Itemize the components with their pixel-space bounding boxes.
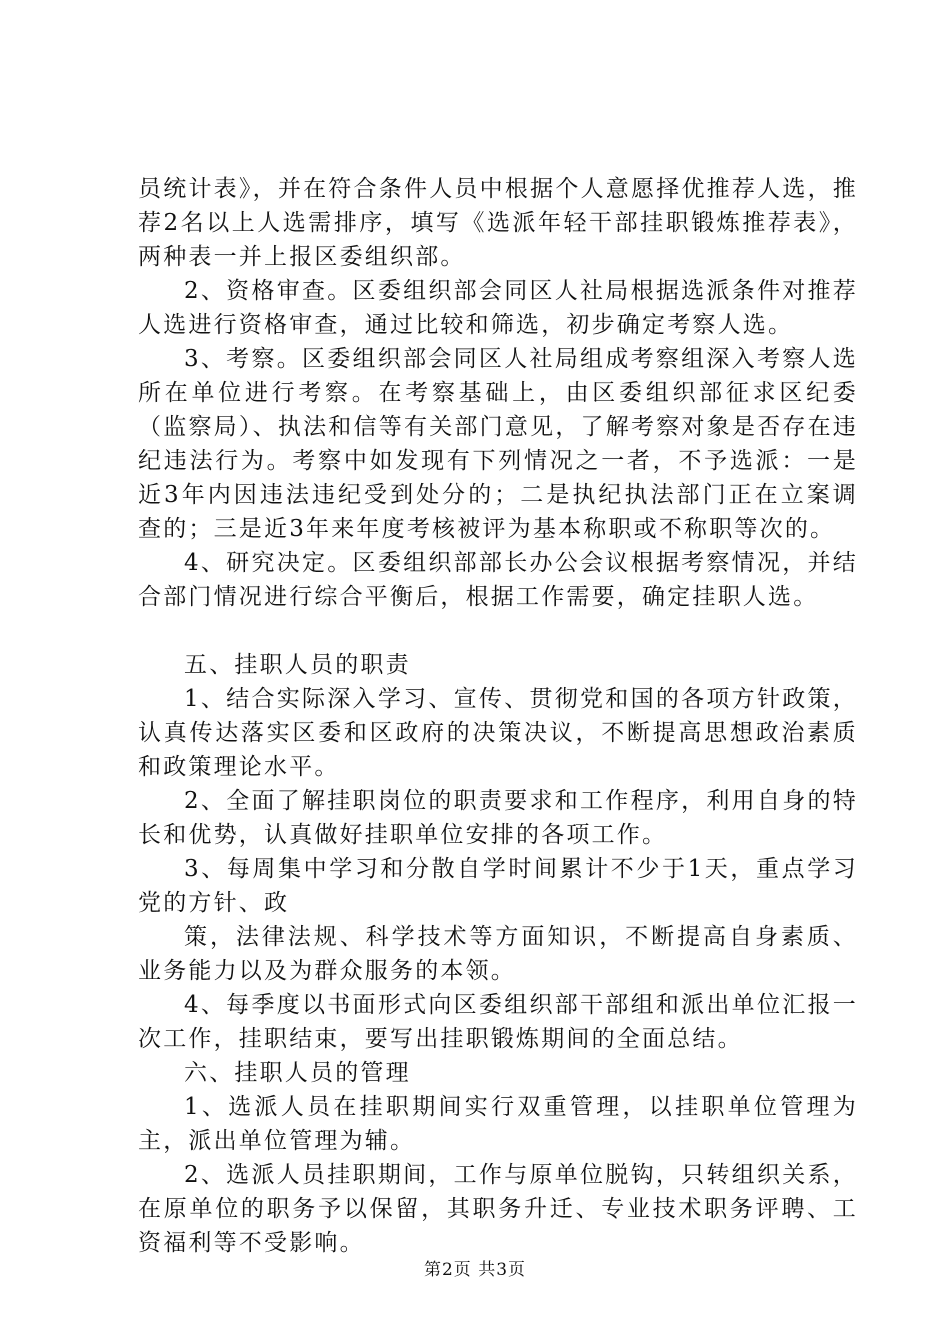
page-footer: 第2页 共3页 — [423, 1260, 527, 1280]
section-heading-duties: 五、挂职人员的职责 — [184, 652, 411, 678]
paragraph-inspection: 3、考察。区委组织部会同区人社局组成考察组深入考察人选所在单位进行考察。在考察基础上，由区委组织部征求区纪委（监察局）、执法和信等有关部门意见，了解考察对象是否存在违纪违法行为。考察中如发现有下列情况之一者，不予选派：一是近3年内因违法违纪受到处分的；二是执纪执法部门正在立案调查的；三是近3年来年度考核被评为基本称职或不称职等次的。 — [138, 346, 858, 542]
paragraph-duty-3-continued: 策，法律法规、科学技术等方面知识，不断提高自身素质、业务能力以及为群众服务的本领。 — [138, 924, 858, 984]
document-body — [138, 172, 858, 1260]
paragraph-continued: 员统计表》，并在符合条件人员中根据个人意愿择优推荐人选，推荐2名以上人选需排序，填写《选派年轻干部挂职锻炼推荐表》，两种表一并上报区委组织部。 — [138, 176, 858, 270]
paragraph-management-2: 2、选派人员挂职期间，工作与原单位脱钩，只转组织关系，在原单位的职务予以保留，其职务升迁、专业技术职务评聘、工资福利等不受影响。 — [138, 1162, 858, 1256]
paragraph-duty-4: 4、每季度以书面形式向区委组织部干部组和派出单位汇报一次工作，挂职结束，要写出挂职锻炼期间的全面总结。 — [138, 992, 858, 1052]
paragraph-decision: 4、研究决定。区委组织部部长办公会议根据考察情况，并结合部门情况进行综合平衡后，根据工作需要，确定挂职人选。 — [138, 550, 858, 610]
paragraph-management-1: 1、选派人员在挂职期间实行双重管理，以挂职单位管理为主，派出单位管理为辅。 — [138, 1094, 858, 1154]
paragraph-qualification-review: 2、资格审查。区委组织部会同区人社局根据选派条件对推荐人选进行资格审查，通过比较和筛选，初步确定考察人选。 — [138, 278, 858, 338]
paragraph-gap — [138, 614, 858, 648]
paragraph-duty-1: 1、结合实际深入学习、宣传、贯彻党和国的各项方针政策，认真传达落实区委和区政府的决策决议，不断提高思想政治素质和政策理论水平。 — [138, 686, 858, 780]
paragraph-duty-3: 3、每周集中学习和分散自学时间累计不少于1天，重点学习党的方针、政 — [138, 856, 858, 916]
section-heading-management: 六、挂职人员的管理 — [184, 1060, 411, 1086]
paragraph-duty-2: 2、全面了解挂职岗位的职责要求和工作程序，利用自身的特长和优势，认真做好挂职单位安排的各项工作。 — [138, 788, 858, 848]
